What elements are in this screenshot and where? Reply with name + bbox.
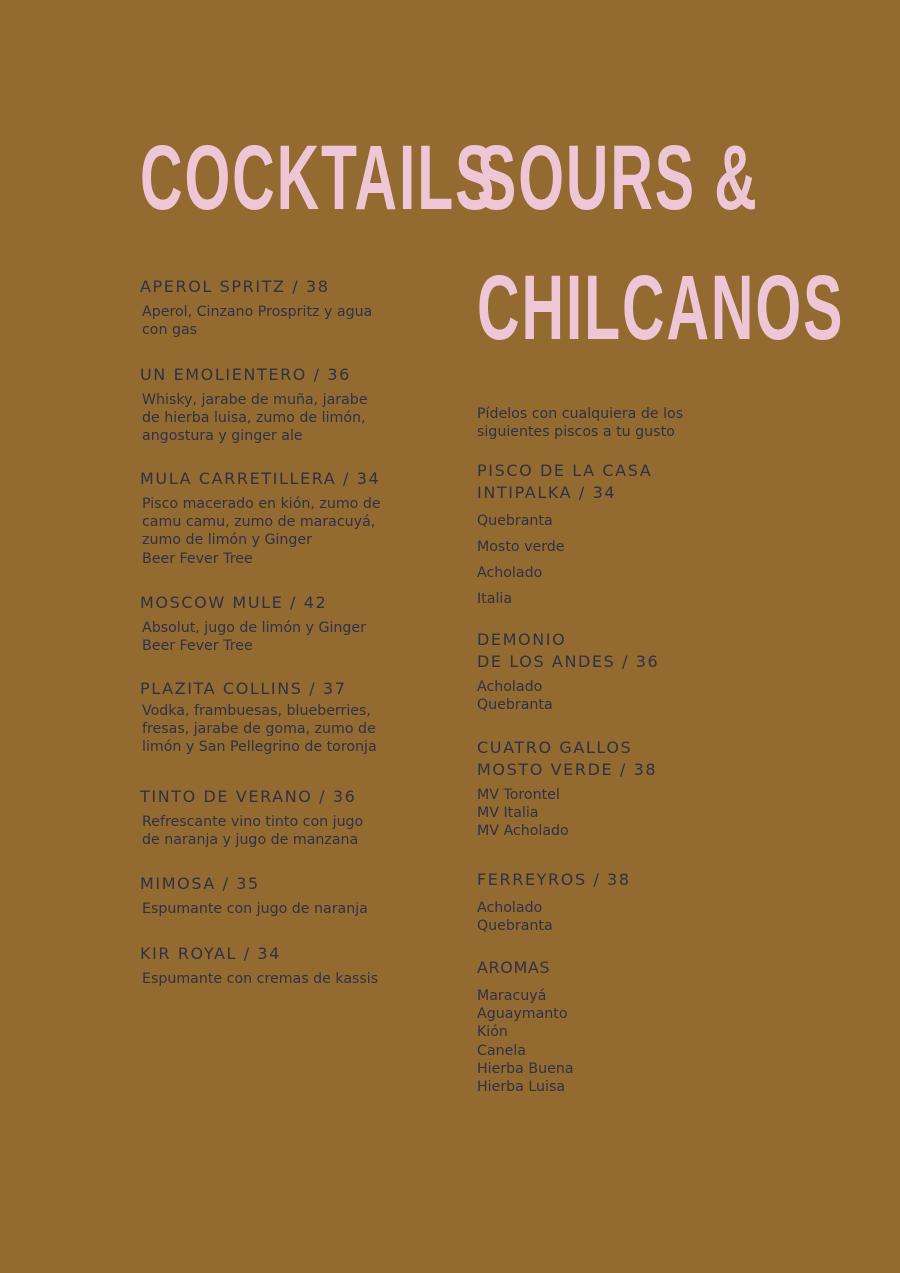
aroma-option: Hierba Buena	[477, 1060, 574, 1077]
aromas-options	[477, 987, 777, 1096]
pisco-option: MV Acholado	[477, 823, 569, 840]
pisco-option: Acholado	[477, 900, 543, 916]
menu-item	[140, 786, 420, 849]
item-name: TINTO DE VERANO / 36	[140, 787, 357, 806]
item-description: Espumante con jugo de naranja	[142, 901, 368, 917]
menu-item	[140, 276, 420, 339]
ferreyros-section	[477, 869, 777, 935]
item-description: Absolut, jugo de limón y Ginger Beer Fever Tree	[142, 620, 366, 655]
item-name: APEROL SPRITZ / 38	[140, 277, 330, 296]
item-name: PISCO DE LA CASA INTIPALKA / 34	[477, 461, 653, 502]
item-description: Pisco macerado en kión, zumo de camu camu, zumo de maracuyá, zumo de limón y Ginger Beer Fever Tree	[142, 496, 381, 567]
pisco-option: Quebranta	[477, 697, 553, 714]
menu-item	[140, 468, 420, 568]
aroma-option: Kión	[477, 1024, 508, 1041]
item-description: Whisky, jarabe de muña, jarabe de hierba luisa, zumo de limón, angostura y ginger ale	[142, 392, 368, 445]
pisco-option: MV Torontel	[477, 787, 560, 803]
item-description: Espumante con cremas de kassis	[142, 971, 379, 987]
menu-item	[140, 678, 420, 757]
pisco-option: Quebranta	[477, 513, 553, 529]
item-name: FERREYROS / 38	[477, 870, 631, 889]
pisco-options	[477, 508, 777, 612]
pisco-option: Quebranta	[477, 918, 553, 935]
aroma-option: Hierba Luisa	[477, 1079, 566, 1096]
sours-title-line1: SOURS &	[477, 127, 759, 229]
aromas-section	[477, 957, 777, 1096]
item-name: KIR ROYAL / 34	[140, 944, 281, 963]
item-description: Aperol, Cinzano Prospritz y agua con gas	[142, 304, 373, 339]
pisco-option: MV Italia	[477, 805, 539, 822]
aroma-option: Maracuyá	[477, 988, 547, 1004]
item-description: Vodka, frambuesas, blueberries, fresas, jarabe de goma, zumo de limón y San Pellegrino de toronja	[142, 703, 377, 756]
cuatro-gallos-section	[477, 737, 777, 841]
item-name: MULA CARRETILLERA / 34	[140, 469, 381, 488]
item-name: UN EMOLIENTERO / 36	[140, 365, 351, 384]
item-name: DEMONIO DE LOS ANDES / 36	[477, 630, 660, 671]
pisco-option: Acholado	[477, 565, 543, 581]
pisco-casa-section	[477, 460, 777, 612]
aroma-option: Canela	[477, 1042, 526, 1059]
cocktails-title: COCKTAILS	[140, 127, 497, 229]
item-description: Refrescante vino tinto con jugo de naranja y jugo de manzana	[142, 814, 364, 849]
pisco-option: Italia	[477, 591, 513, 607]
pisco-option: Acholado	[477, 679, 543, 695]
menu-item	[140, 873, 420, 918]
menu-item	[140, 364, 420, 446]
pisco-options	[477, 678, 777, 714]
menu-item	[140, 943, 420, 988]
pisco-option: Mosto verde	[477, 539, 565, 555]
item-name: AROMAS	[477, 958, 551, 977]
sours-intro: Pídelos con cualquiera de los siguientes piscos a tu gusto	[477, 406, 684, 441]
item-name: MOSCOW MULE / 42	[140, 593, 328, 612]
demonio-section	[477, 629, 777, 714]
item-name: CUATRO GALLOS MOSTO VERDE / 38	[477, 738, 658, 779]
sours-title-line2: CHILCANOS	[477, 257, 845, 359]
pisco-options	[477, 899, 777, 935]
aroma-option: Aguaymanto	[477, 1006, 568, 1023]
pisco-options	[477, 786, 777, 841]
item-name: MIMOSA / 35	[140, 874, 260, 893]
menu-item	[140, 592, 420, 655]
item-name: PLAZITA COLLINS / 37	[140, 679, 347, 698]
